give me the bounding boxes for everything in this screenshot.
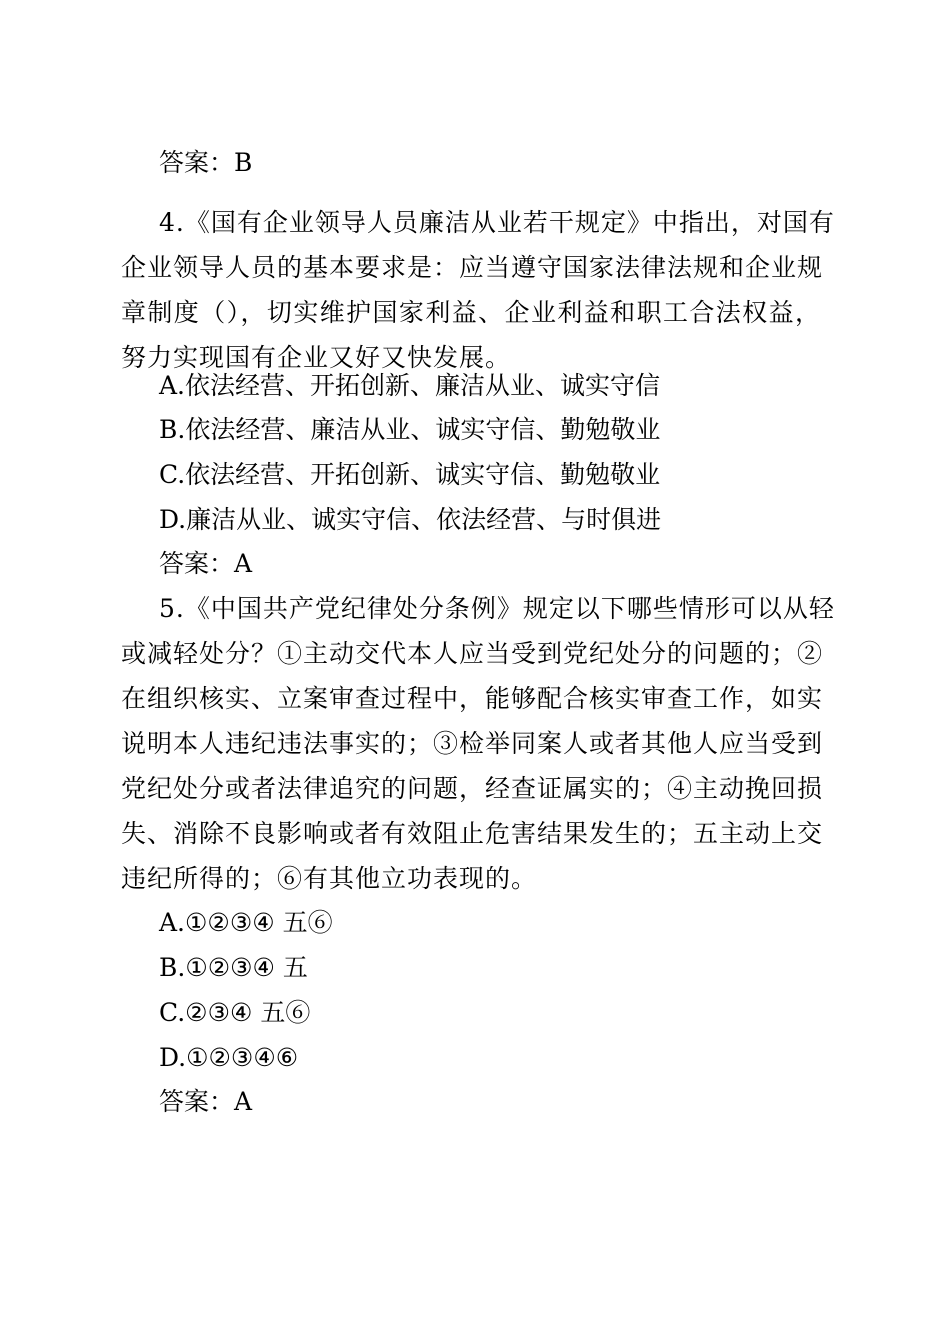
q4-option-a: A.依法经营、开拓创新、廉洁从业、诚实守信 bbox=[159, 371, 661, 400]
q5-line-6: 失、消除不良影响或者有效阻止危害结果发生的；五主动上交 bbox=[121, 819, 824, 848]
q5-option-c: C.②③④ 五⑥ bbox=[159, 998, 311, 1027]
q5-line-2: 或减轻处分？①主动交代本人应当受到党纪处分的问题的；② bbox=[121, 639, 824, 668]
answer-q3: 答案：B bbox=[159, 148, 253, 177]
q5-line-7: 违纪所得的；⑥有其他立功表现的。 bbox=[121, 864, 538, 893]
q5-option-d: D.①②③④⑥ bbox=[159, 1043, 299, 1072]
q4-option-b: B.依法经营、廉洁从业、诚实守信、勤勉敬业 bbox=[159, 415, 661, 444]
q4-line-1: 4.《国有企业领导人员廉洁从业若干规定》中指出，对国有 bbox=[159, 208, 835, 237]
answer-q4: 答案：A bbox=[159, 549, 253, 578]
q5-line-1: 5.《中国共产党纪律处分条例》规定以下哪些情形可以从轻 bbox=[159, 594, 835, 623]
q5-line-3: 在组织核实、立案审查过程中，能够配合核实审查工作，如实 bbox=[121, 684, 824, 713]
q5-option-a: A.①②③④ 五⑥ bbox=[159, 908, 333, 937]
q5-line-5: 党纪处分或者法律追究的问题，经查证属实的；④主动挽回损 bbox=[121, 774, 824, 803]
q5-line-4: 说明本人违纪违法事实的；③检举同案人或者其他人应当受到 bbox=[121, 729, 824, 758]
q4-line-2: 企业领导人员的基本要求是：应当遵守国家法律法规和企业规 bbox=[121, 253, 824, 282]
q5-option-b: B.①②③④ 五 bbox=[159, 953, 308, 982]
answer-q5: 答案：A bbox=[159, 1087, 253, 1116]
q4-line-4: 努力实现国有企业又好又快发展。 bbox=[121, 343, 512, 372]
q4-option-d: D.廉洁从业、诚实守信、依法经营、与时俱进 bbox=[159, 505, 662, 534]
q4-line-3: 章制度（），切实维护国家利益、企业利益和职工合法权益， bbox=[121, 298, 821, 327]
q4-option-c: C.依法经营、开拓创新、诚实守信、勤勉敬业 bbox=[159, 460, 661, 489]
